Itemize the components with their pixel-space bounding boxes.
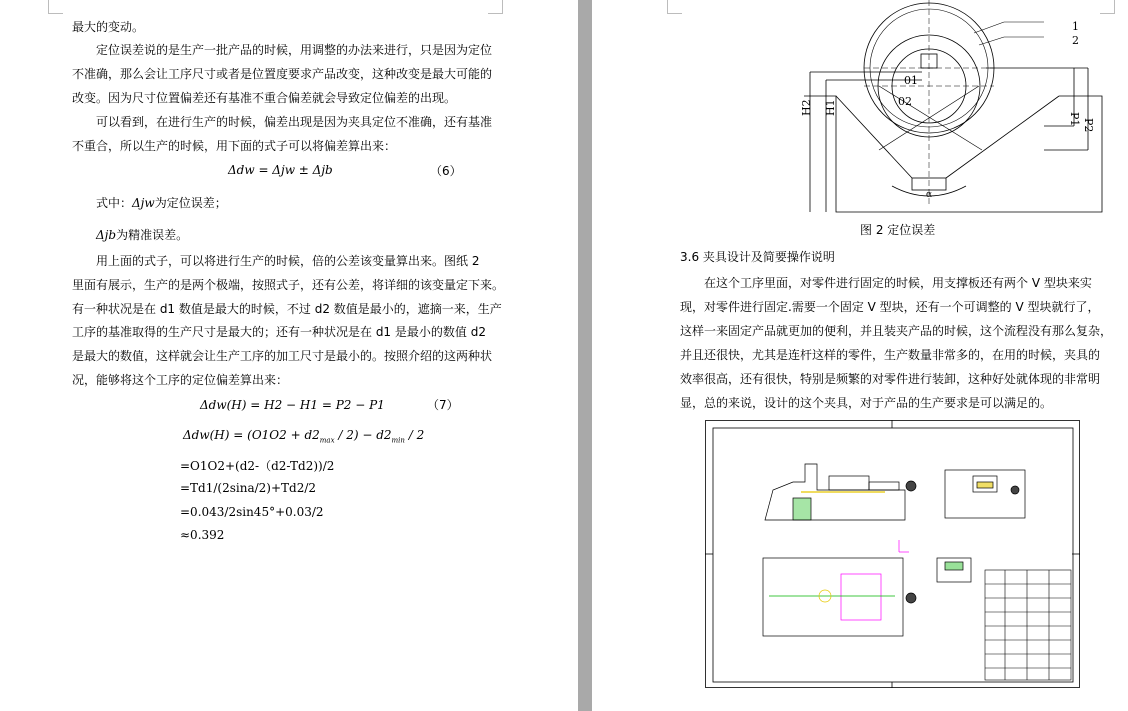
v-block-right <box>946 96 1059 178</box>
body-line: 不准确，那么会让工序尺寸或者是位置度要求产品改变，这种改变是最大可能的 <box>72 67 493 81</box>
callout-1: 1 <box>1072 20 1079 33</box>
equation-7: Δdw(H) = H2 − H1 = P2 − P1 <box>200 398 385 412</box>
title-block-frame <box>985 570 1071 680</box>
label-p1: P1 <box>1068 112 1081 127</box>
equation-number: （7） <box>427 398 459 412</box>
body-line: 里面有展示，生产的是两个极端，按照式子，还有公差，将详细的该变量定下来。 <box>72 278 505 292</box>
label-h1: H1 <box>824 99 837 116</box>
locating-error-diagram <box>800 0 1108 214</box>
body-line: 工序的基准取得的生产尺寸是最大的；还有一种状况是在 d1 是最小的数值 d2 <box>72 325 486 339</box>
body-line: 最大的变动。 <box>72 20 145 34</box>
calc-step: =0.043/2sin45°+0.03/2 <box>180 505 324 519</box>
label-p2: P2 <box>1082 118 1095 133</box>
leader-1 <box>974 22 1004 33</box>
front-clamp <box>829 476 869 490</box>
body-line: 这样一来固定产品就更加的便利，并且装夹产品的时候，这个流程没有那么复杂， <box>680 324 1113 338</box>
equation-8: $\Delta dw(H) = (O1O2 + d2_{max} / 2) - d2_{min} / 2$ <box>183 428 425 445</box>
where-line-2: Δjb为精准误差。 <box>96 228 189 242</box>
detail-view <box>937 558 971 582</box>
calc-step: =Td1/(2sina/2)+Td2/2 <box>180 481 317 495</box>
body-line: 可以看到，在进行生产的时候，偏差出现是因为夹具定位不准确，还有基准 <box>72 115 493 129</box>
detail-insert <box>945 562 963 570</box>
calc-step: =O1O2+(d2-（d2-Td2))/2 <box>180 459 335 473</box>
inner-border <box>713 428 1073 682</box>
side-body <box>945 470 1025 518</box>
label-h2: H2 <box>800 99 813 116</box>
body-line: 改变。因为尺寸位置偏差还有基准不重合偏差就会导致定位偏差的出现。 <box>72 91 457 105</box>
outer-border <box>706 421 1080 688</box>
body-line: 显，总的来说，设计的这个夹具，对于产品的生产要求是可以满足的。 <box>680 396 1053 410</box>
fixture-outline <box>804 96 1102 212</box>
title-block <box>985 570 1071 680</box>
label-o2: 02 <box>898 95 912 108</box>
equation-6: Δdw = Δjw ± Δjb <box>228 163 333 177</box>
margin-corner-mark <box>48 0 63 14</box>
top-knob <box>906 593 916 603</box>
body-line: 并且还很快，尤其是连杆这样的零件，生产数量非常多的，在用的时候，夹具的 <box>680 348 1101 362</box>
figure-caption: 图 2 定位误差 <box>860 223 936 237</box>
side-workpiece <box>977 482 993 488</box>
where-line-1: 式中：Δjw为定位误差； <box>96 196 227 210</box>
calc-step: ≈0.392 <box>180 528 225 542</box>
page-gutter <box>578 0 592 711</box>
body-line: 是最大的数值，这样就会让生产工序的加工尺寸是最小的。按照介绍的这两种状 <box>72 349 493 363</box>
leader-2 <box>979 37 1004 45</box>
right-page <box>592 0 1128 711</box>
front-view <box>765 464 916 520</box>
body-line: 不重合，所以生产的时候，用下面的式子可以将偏差算出来： <box>72 139 397 153</box>
section-heading: 3.6 夹具设计及简要操作说明 <box>680 250 835 264</box>
margin-corner-mark <box>667 0 682 14</box>
top-body <box>763 558 903 636</box>
margin-corner-mark <box>488 0 503 14</box>
top-view <box>763 540 916 636</box>
body-line: 现，对零件进行固定.需要一个固定 V 型块，还有一个可调整的 V 型块就行了， <box>680 300 1100 314</box>
front-v-block <box>793 498 811 520</box>
front-knob <box>906 481 916 491</box>
body-line: 定位误差说的是生产一批产品的时候，用调整的办法来进行，只是因为定位 <box>72 43 493 57</box>
body-line: 效率很高，还有很快，特别是频繁的对零件进行装卸，这种好处就体现的非常明 <box>680 372 1101 386</box>
v-block-left <box>836 96 912 178</box>
body-line: 况，能够将这个工序的定位偏差算出来： <box>72 373 289 387</box>
label-o1: 01 <box>904 74 918 87</box>
label-alpha: α <box>926 190 933 200</box>
front-screw <box>869 482 899 490</box>
fixture-assembly-drawing <box>705 420 1080 688</box>
body-line: 有一种状况是在 d1 数值是最大的时候，不过 d2 数值是最小的，遮摘一来，生产 <box>72 302 502 316</box>
top-clamp <box>841 574 881 620</box>
equation-number: （6） <box>430 164 462 178</box>
side-view <box>945 470 1025 518</box>
body-line: 用上面的式子，可以将进行生产的时候，倍的公差该变量算出来。图纸 2 <box>72 254 480 268</box>
callout-2: 2 <box>1072 34 1079 47</box>
side-knob <box>1011 486 1019 494</box>
body-line: 在这个工序里面，对零件进行固定的时候，用支撑板还有两个 V 型块来实 <box>680 276 1092 290</box>
